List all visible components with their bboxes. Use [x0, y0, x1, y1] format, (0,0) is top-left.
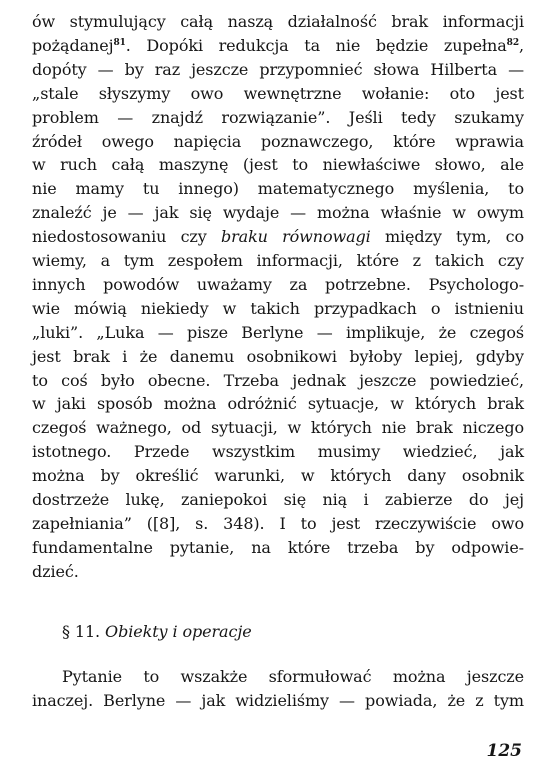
text-line — [32, 561, 524, 583]
text-line — [32, 154, 524, 176]
text-run: problem — znajdź rozwiązanie”. Jeśli tedy szukamy — [32, 107, 524, 127]
text-run: w ruch całą maszynę (jest to niewłaściwe słowo, ale — [32, 155, 524, 175]
text-run: niedostosowaniu czy — [32, 227, 221, 247]
text-line — [32, 393, 524, 415]
text-run: inaczej. Berlyne — jak widzieliśmy — powiada, że z tym — [32, 690, 524, 710]
footnote-marker: 82 — [506, 37, 519, 48]
text-run: znaleźć je — jak się wydaje — można właśnie w owym — [32, 203, 524, 223]
text-run: jest brak i że danemu osobnikowi byłoby lepiej, gdyby — [32, 346, 524, 366]
footnote-marker: 81 — [113, 37, 126, 48]
text-run: nie mamy tu innego) matematycznego myślenia, to — [32, 179, 524, 199]
text-run: to coś było obecne. Trzeba jednak jeszcze powiedzieć, — [32, 370, 524, 390]
text-line — [32, 131, 524, 153]
section-number: § 11. — [62, 622, 101, 641]
text-line — [32, 274, 524, 296]
text-run: istotnego. Przede wszystkim musimy wiedzieć, jak — [32, 442, 524, 462]
text-line — [32, 107, 524, 129]
text-line — [32, 298, 524, 320]
text-run: ów stymulujący całą naszą działalność brak informacji — [32, 12, 524, 31]
text-run: można by określić warunki, w których dany osobnik — [32, 466, 524, 486]
text-run: dostrzeże lukę, zaniepokoi się nią i zabierze do jej — [32, 490, 524, 509]
text-line — [32, 537, 524, 559]
text-run: dopóty — by raz jeszcze przypomnieć słowa Hilberta — — [32, 59, 524, 79]
text-run: wiemy, a tym zespołem informacji, które z takich czy — [32, 251, 524, 270]
text-run: . Dopóki redukcja ta nie będzie zupełna — [125, 35, 507, 55]
text-line — [32, 441, 524, 463]
text-run: źródeł owego napięcia poznawczego, które wprawia — [32, 131, 524, 151]
text-run: między tym, co — [370, 227, 524, 247]
text-line — [32, 489, 524, 511]
text-line — [32, 250, 524, 272]
text-line — [32, 690, 524, 712]
text-line — [32, 370, 524, 392]
text-line — [32, 178, 524, 200]
text-line — [32, 465, 524, 487]
text-line — [32, 202, 524, 224]
emphasis-text: braku równowagi — [220, 227, 371, 247]
text-line — [32, 513, 524, 535]
text-run: czegoś ważnego, od sytuacji, w których nie brak niczego — [32, 418, 524, 438]
text-line — [32, 346, 524, 368]
text-run: w jaki sposób można odróżnić sytuacje, w których brak — [32, 394, 524, 414]
text-line — [32, 35, 524, 57]
text-run: pożądanej — [32, 35, 114, 55]
section-heading — [62, 621, 362, 643]
text-run: Pytanie to wszakże sformułować można jeszcze — [62, 667, 524, 686]
text-run: innych powodów uważamy za potrzebne. Psychologo- — [32, 274, 524, 294]
text-run: „luki”. „Luka — pisze Berlyne — implikuje, że czegoś — [32, 322, 524, 342]
text-run: „stale słyszymy owo wewnętrzne wołanie: oto jest — [32, 83, 524, 103]
text-run: dzieć. — [32, 561, 79, 581]
text-line — [32, 226, 524, 248]
text-line — [32, 59, 524, 81]
text-run: zapełniania” ([8], s. 348). I to jest rzeczywiście owo — [32, 513, 524, 533]
section-title: Obiekty i operacje — [105, 622, 252, 641]
text-run: wie mówią niekiedy w takich przypadkach o istnieniu — [32, 298, 524, 318]
text-run: , — [519, 35, 524, 55]
text-line — [32, 322, 524, 344]
text-line — [32, 417, 524, 439]
page-number: 125 — [486, 741, 522, 761]
text-line — [62, 666, 524, 688]
text-line — [32, 11, 524, 33]
text-line — [32, 83, 524, 105]
text-run: fundamentalne pytanie, na które trzeba by odpowie- — [32, 537, 524, 557]
